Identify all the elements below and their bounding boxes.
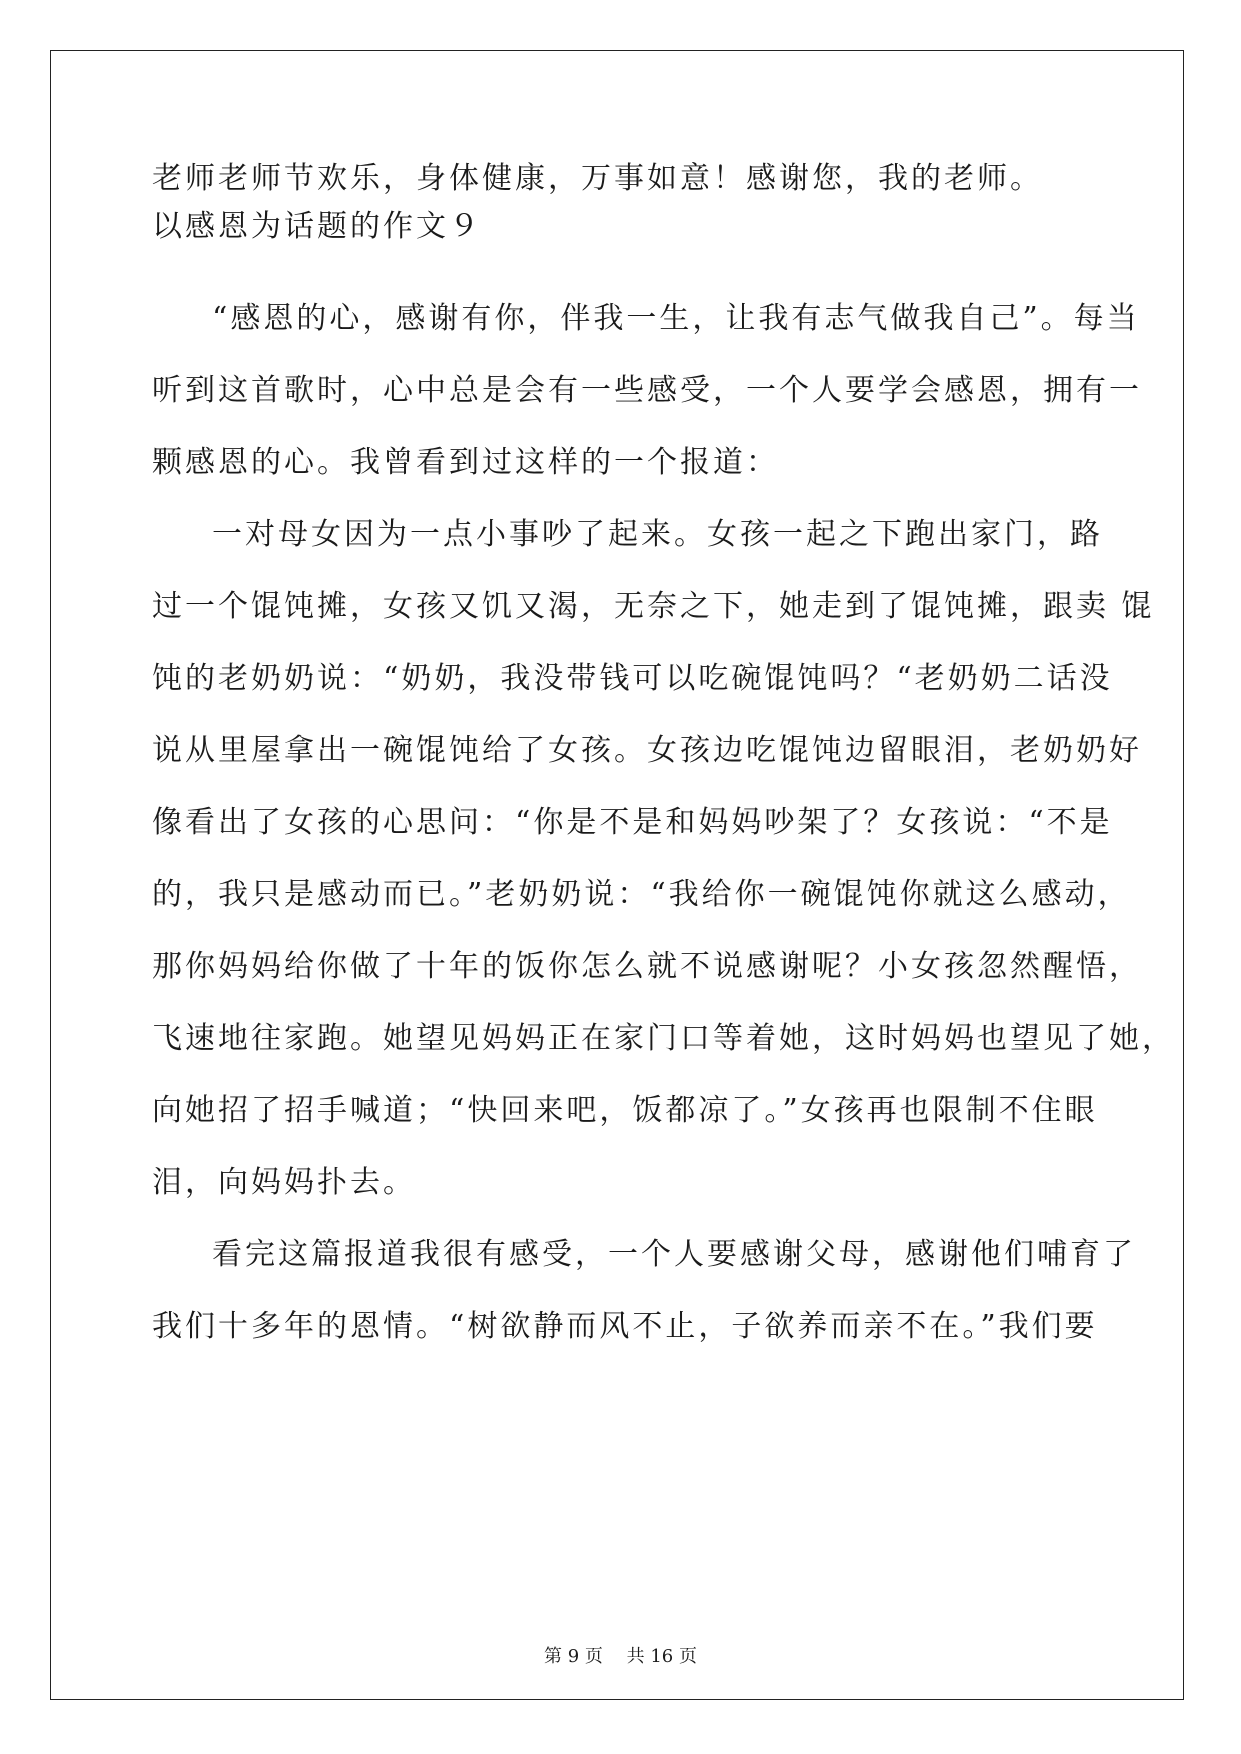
text-line: 过一个馄饨摊，女孩又饥又渴，无奈之下，她走到了馄饨摊，跟卖 馄 [152,589,1155,624]
text-line: “感恩的心，感谢有你，伴我一生，让我有志气做我自己”。每当 [212,301,1140,336]
text-line: 说从里屋拿出一碗馄饨给了女孩。女孩边吃馄饨边留眼泪，老奶奶好 [152,733,1142,768]
text-line: 飞速地往家跑。她望见妈妈正在家门口等着她，这时妈妈也望见了她， [152,1021,1175,1056]
page-border [50,50,1184,1700]
text-line: 颗感恩的心。我曾看到过这样的一个报道： [152,445,779,480]
text-line: 一对母女因为一点小事吵了起来。女孩一起之下跑出家门，路 [212,517,1103,552]
essay-title: 以感恩为话题的作文９ [152,209,482,244]
page-number-footer: 第 9 页 共 16 页 [544,1646,697,1667]
text-line: 老师老师节欢乐，身体健康，万事如意！感谢您，我的老师。 [152,161,1043,196]
text-line: 像看出了女孩的心思问：“你是不是和妈妈吵架了？女孩说：“不是 [152,805,1113,840]
text-line: 听到这首歌时，心中总是会有一些感受，一个人要学会感恩，拥有一 [152,373,1142,408]
text-line: 向她招了招手喊道；“快回来吧，饭都凉了。”女孩再也限制不住眼 [152,1093,1098,1128]
text-line: 我们十多年的恩情。“树欲静而风不止，子欲养而亲不在。”我们要 [152,1309,1098,1344]
text-line: 的，我只是感动而已。”老奶奶说：“我给你一碗馄饨你就这么感动， [152,877,1131,912]
text-line: 泪，向妈妈扑去。 [152,1165,416,1200]
text-line: 饨的老奶奶说：“奶奶，我没带钱可以吃碗馄饨吗？“老奶奶二话没 [152,661,1113,696]
text-line: 那你妈妈给你做了十年的饭你怎么就不说感谢呢？小女孩忽然醒悟， [152,949,1142,984]
text-line: 看完这篇报道我很有感受，一个人要感谢父母，感谢他们哺育了 [212,1237,1136,1272]
